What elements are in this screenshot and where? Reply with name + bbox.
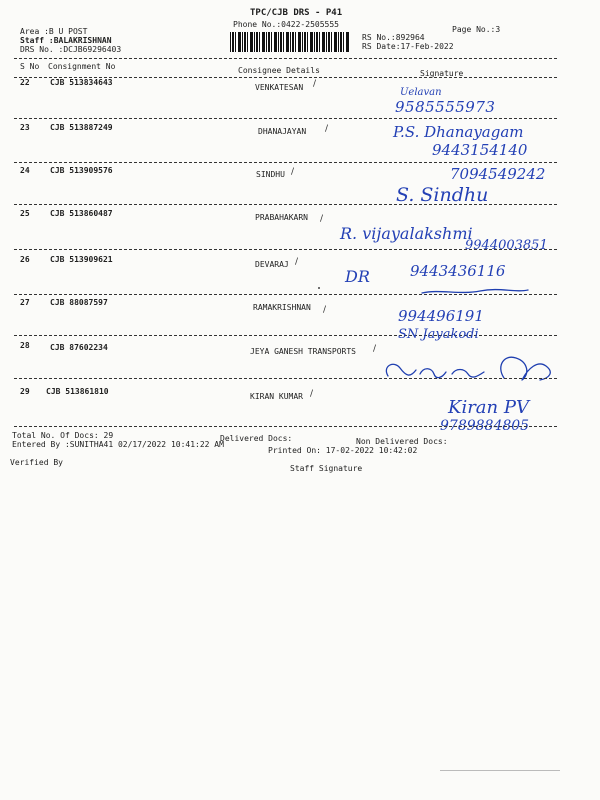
row-signature-text: Kiran PV: [448, 397, 529, 418]
row-divider: [14, 162, 557, 163]
row-consignee: JEYA GANESH TRANSPORTS: [250, 347, 356, 356]
tamil-signature-drawing: [380, 348, 560, 388]
row-phone: 9789884805: [440, 418, 530, 434]
page-number: Page No.:3: [452, 25, 501, 34]
verified-by: Verified By: [10, 458, 63, 467]
row-consignment: CJB 513860487: [50, 209, 113, 218]
column-header-consignee: Consignee Details: [238, 66, 320, 75]
row-consignment: CJB 513834643: [50, 78, 113, 87]
ink-speck: [318, 287, 320, 289]
rs-number: RS No.:892964: [362, 33, 425, 42]
column-header-sno: S No: [20, 62, 40, 71]
row-phone: 9443436116: [410, 262, 506, 280]
row-divider: [14, 378, 557, 379]
row-sno: 29: [20, 387, 30, 396]
row-consignment: CJB 88087597: [50, 298, 108, 307]
row-sno: 25: [20, 209, 30, 218]
printed-on: Printed On: 17-02-2022 10:42:02: [268, 446, 418, 455]
row-signature-text: Uelavan: [400, 87, 442, 98]
row-consignee: PRABAHAKARN: [255, 213, 308, 222]
total-docs: Total No. Of Docs: 29: [12, 431, 114, 440]
row-consignment: CJB 513909621: [50, 255, 113, 264]
row-divider: [14, 294, 557, 295]
document-title: TPC/CJB DRS - P41: [250, 8, 343, 18]
check-mark-icon: /: [373, 344, 377, 354]
non-delivered-docs: Non Delivered Docs:: [356, 437, 448, 446]
staff-signature: Staff Signature: [290, 464, 363, 473]
row-sno: 27: [20, 298, 30, 307]
row-divider: [14, 118, 557, 119]
row-divider: [14, 249, 557, 250]
row-signature-text: S. Sindhu: [396, 184, 489, 206]
row-sno: 22: [20, 78, 30, 87]
row-signature-text: SN Jayakodi: [398, 327, 479, 342]
barcode-image: [230, 32, 350, 52]
delivered-docs: Delivered Docs:: [220, 434, 293, 443]
row-consignment: CJB 513887249: [50, 123, 113, 132]
row-consignee: DHANAJAYAN: [258, 127, 307, 136]
check-mark-icon: /: [291, 167, 295, 177]
row-sno: 26: [20, 255, 30, 264]
row-consignment: CJB 513909576: [50, 166, 113, 175]
row-consignee: KIRAN KUMAR: [250, 392, 303, 401]
column-header-consignment: Consignment No: [48, 62, 116, 71]
check-mark-icon: /: [295, 257, 299, 267]
scan-artifact-line: [440, 770, 560, 771]
check-mark-icon: /: [320, 214, 324, 224]
rs-date: RS Date:17-Feb-2022: [362, 42, 454, 51]
entered-by: Entered By :SUNITHA41 02/17/2022 10:41:22 AM: [12, 440, 224, 449]
row-signature-text: R. vijayalakshmi: [340, 224, 473, 243]
staff-label: Staff :BALAKRISHNAN: [20, 36, 112, 45]
strike-through-mark: [420, 285, 530, 299]
row-consignment: CJB 87602234: [50, 343, 108, 352]
row-phone: 9443154140: [432, 141, 528, 159]
row-consignee: RAMAKRISHNAN: [253, 303, 311, 312]
row-consignee: DEVARAJ: [255, 260, 289, 269]
area-label: Area :B U POST: [20, 27, 88, 36]
check-mark-icon: /: [325, 124, 329, 134]
row-consignee: VENKATESAN: [255, 83, 304, 92]
row-signature-text: P.S. Dhanayagam: [393, 123, 524, 141]
phone-number: Phone No.:0422-2505555: [233, 20, 339, 29]
row-sno: 28: [20, 341, 30, 350]
row-divider: [14, 204, 557, 205]
row-divider: [14, 426, 557, 427]
row-phone: 9944003851: [465, 238, 548, 253]
row-phone: 9585555973: [395, 98, 496, 116]
row-phone: 994496191: [398, 307, 484, 325]
check-mark-icon: /: [313, 79, 317, 89]
row-consignee: SINDHU: [256, 170, 285, 179]
row-phone: 7094549242: [450, 165, 546, 183]
check-mark-icon: /: [323, 305, 327, 315]
drs-number: DRS No. :DCJB69296403: [20, 45, 122, 54]
header-divider: [14, 58, 557, 59]
row-consignment: CJB 513861810: [46, 387, 109, 396]
row-sno: 24: [20, 166, 30, 175]
check-mark-icon: /: [310, 389, 314, 399]
column-header-signature: Signature: [420, 69, 464, 78]
row-sno: 23: [20, 123, 30, 132]
row-signature-text: DR: [345, 267, 370, 286]
